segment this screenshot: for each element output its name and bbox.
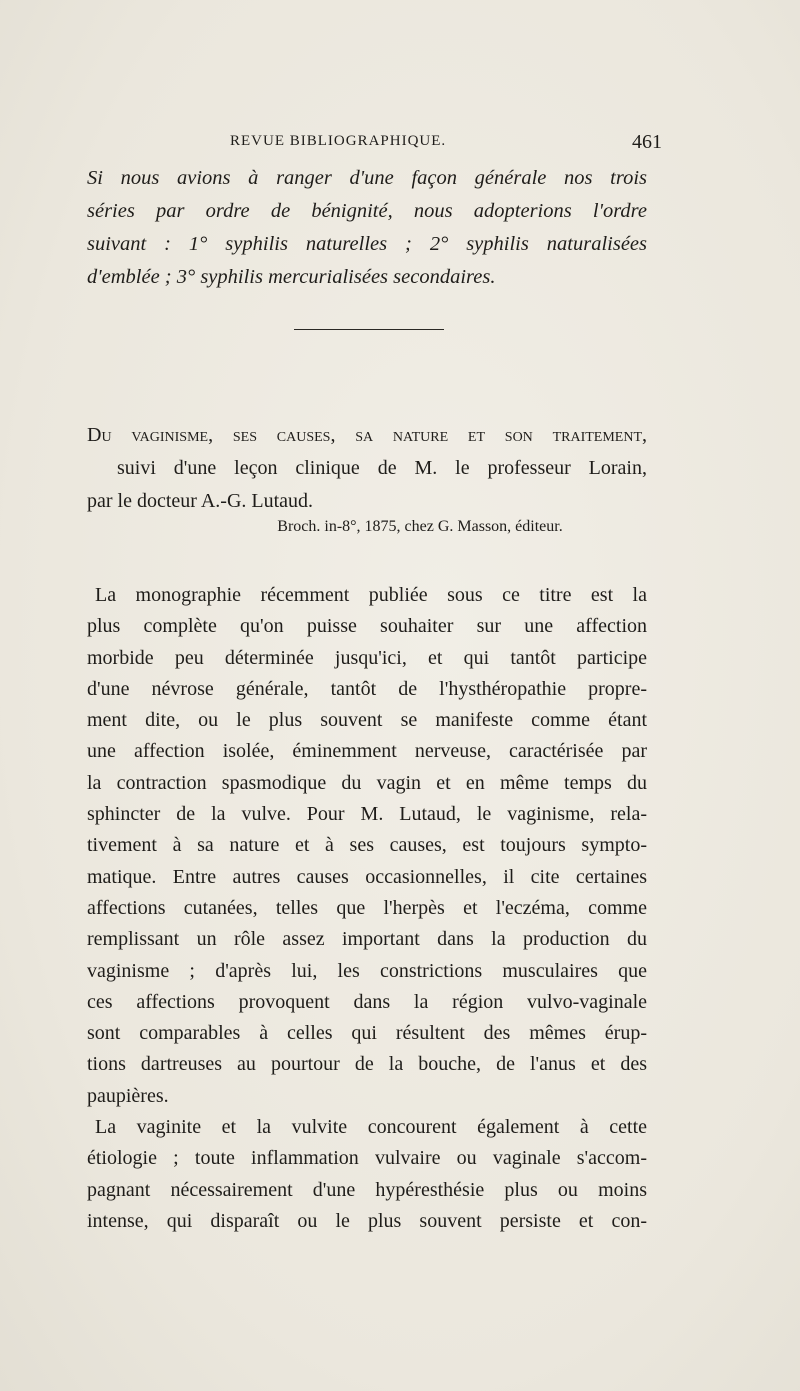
body-line: matique. Entre autres causes occasionnelles, il cite certaines [87, 865, 647, 888]
body-line: La monographie récemment publiée sous ce titre est la [95, 584, 647, 606]
body-line: sont comparables à celles qui résultent des mêmes érup- [87, 1022, 647, 1045]
body-line: remplissant un rôle assez important dans la production du [87, 928, 647, 951]
body-line: une affection isolée, éminemment nerveuse, caractérisée par [87, 740, 647, 763]
body-line: morbide peu déterminée jusqu'ici, et qui tantôt participe [87, 646, 647, 669]
intro-line: suivant : 1° syphilis naturelles ; 2° syphilis naturalisées [87, 233, 647, 255]
body-line: vaginisme ; d'après lui, les constrictions musculaires que [87, 959, 647, 982]
body-line: pagnant nécessairement d'une hypéresthésie plus ou moins [87, 1178, 647, 1201]
article-title-line: Du vaginisme, ses causes, sa nature et son traitement, [87, 424, 647, 446]
page-number: 461 [632, 131, 662, 153]
article-title-line: suivi d'une leçon clinique de M. le professeur Lorain, [117, 457, 647, 479]
body-line: La vaginite et la vulvite concourent également à cette [95, 1116, 647, 1139]
body-line: plus complète qu'on puisse souhaiter sur une affection [87, 615, 647, 638]
body-line: d'une névrose générale, tantôt de l'hysthéropathie propre- [87, 677, 647, 700]
publication-info: Broch. in-8°, 1875, chez G. Masson, éditeur. [277, 518, 563, 535]
running-head: REVUE BIBLIOGRAPHIQUE. [230, 133, 447, 149]
body-line: étiologie ; toute inflammation vulvaire ou vaginale s'accom- [87, 1147, 647, 1170]
body-line: ment dite, ou le plus souvent se manifeste comme étant [87, 709, 647, 732]
body-line: sphincter de la vulve. Pour M. Lutaud, le vaginisme, rela- [87, 803, 647, 826]
article-title-line: par le docteur A.-G. Lutaud. [87, 490, 314, 512]
intro-line: séries par ordre de bénignité, nous adopterions l'ordre [87, 200, 647, 222]
body-text [87, 580, 647, 1237]
article-title [87, 419, 647, 518]
intro-paragraph [87, 162, 647, 294]
intro-line: d'emblée ; 3° syphilis mercurialisées secondaires. [87, 266, 496, 288]
body-line: intense, qui disparaît ou le plus souvent persiste et con- [87, 1209, 647, 1232]
body-line: paupières. [87, 1084, 169, 1107]
body-line: tivement à sa nature et à ses causes, est toujours sympto- [87, 834, 647, 857]
section-divider [294, 329, 444, 330]
body-line: affections cutanées, telles que l'herpès et l'eczéma, comme [87, 896, 647, 919]
body-line: la contraction spasmodique du vagin et en même temps du [87, 771, 647, 794]
body-line: ces affections provoquent dans la région vulvo-vaginale [87, 990, 647, 1013]
body-line: tions dartreuses au pourtour de la bouche, de l'anus et des [87, 1053, 647, 1076]
intro-line: Si nous avions à ranger d'une façon générale nos trois [87, 167, 647, 189]
